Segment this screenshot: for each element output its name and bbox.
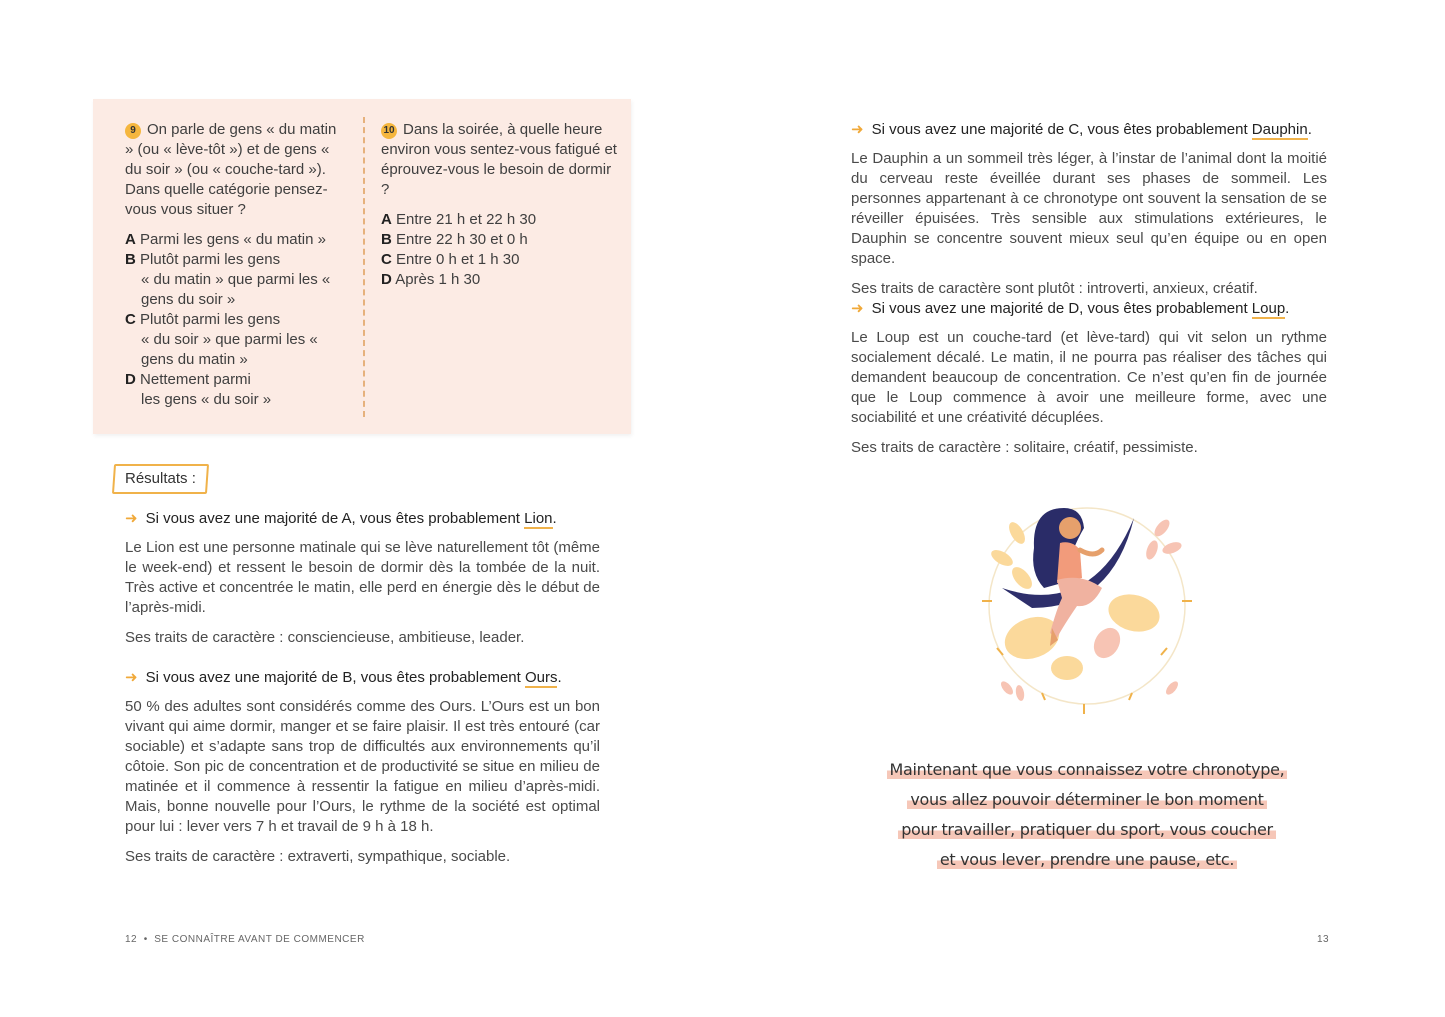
page-number: 13: [1317, 934, 1330, 945]
option-c: C Entre 0 h et 1 h 30: [381, 251, 520, 268]
result-traits: Ses traits de caractère : solitaire, créatif, pessimiste.: [851, 439, 1198, 456]
dashed-divider: [363, 117, 365, 417]
arrow-right-icon: ➜: [851, 121, 864, 138]
result-traits: Ses traits de caractère : consciencieuse, ambitieuse, leader.: [125, 629, 525, 646]
option-b: B Entre 22 h 30 et 0 h: [381, 231, 528, 248]
section-title: SE CONNAÎTRE AVANT DE COMMENCER: [154, 934, 365, 945]
footer-right: [1317, 934, 1329, 945]
left-page: [0, 0, 722, 1017]
question-10: [381, 120, 621, 290]
arrow-right-icon: ➜: [125, 510, 138, 527]
result-traits: Ses traits de caractère : extraverti, sympathique, sociable.: [125, 848, 511, 865]
result-body: Le Lion est une personne matinale qui se lève naturellement tôt (même le week-end) et ressent le besoin de dormir dès la tombée de la nuit. Très active et concentrée le matin, elle perd en énergie dès le début de l’après-midi.: [125, 539, 600, 616]
results-label: Résultats :: [112, 464, 209, 494]
result-heading: ➜ Si vous avez une majorité de A, vous êtes probablement Lion.: [125, 510, 557, 527]
arrow-right-icon: ➜: [125, 669, 138, 686]
result-ours: [125, 668, 600, 877]
option-d: D Nettement parmi les gens « du soir »: [125, 371, 272, 408]
result-heading: ➜ Si vous avez une majorité de B, vous êtes probablement Ours.: [125, 669, 562, 686]
result-dauphin: [851, 120, 1327, 309]
right-page: [722, 0, 1445, 1017]
result-heading: ➜ Si vous avez une majorité de D, vous êtes probablement Loup.: [851, 300, 1290, 317]
arrow-right-icon: ➜: [851, 300, 864, 317]
result-lion: [125, 509, 600, 658]
question-9: [125, 120, 340, 410]
result-traits: Ses traits de caractère sont plutôt : introverti, anxieux, créatif.: [851, 280, 1258, 297]
option-a: A Entre 21 h et 22 h 30: [381, 211, 537, 228]
result-heading: ➜ Si vous avez une majorité de C, vous êtes probablement Dauphin.: [851, 121, 1312, 138]
quiz-box: [93, 99, 631, 434]
option-c: C Plutôt parmi les gens « du soir » que parmi les « gens du matin »: [125, 311, 318, 368]
footer-left: 12 • SE CONNAÎTRE AVANT DE COMMENCER: [125, 934, 365, 945]
page-number: 12: [125, 934, 138, 945]
option-a: A Parmi les gens « du matin »: [125, 231, 326, 248]
result-loup: [851, 299, 1327, 468]
highlighted-quote: Maintenant que vous connaissez votre chronotype, vous allez pouvoir déterminer le bon moment pour travailler, pratiquer du sport, vous coucher et vous lever, prendre une pause, etc.: [882, 755, 1292, 875]
woman-on-moon-illustration: [972, 488, 1202, 718]
question-text: On parle de gens « du matin » (ou « lève-tôt ») et de gens « du soir » (ou « couche-tard »). Dans quelle catégorie pensez-vous vous situer ?: [125, 121, 337, 218]
option-d: D Après 1 h 30: [381, 271, 481, 288]
question-text: Dans la soirée, à quelle heure environ vous sentez-vous fatigué et éprouvez-vous le besoin de dormir ?: [381, 121, 617, 198]
result-body: 50 % des adultes sont considérés comme des Ours. L’Ours est un bon vivant qui aime dormir, manger et se faire plaisir. Il est très entouré (car sociable) et s’adapte sans trop de difficultés aux environnements qu’il côtoie. Son pic de concentration et de productivité se situe en milieu de matinée et il commence à ressentir la fatigue en milieu d’après-midi. Mais, bonne nouvelle pour l’Ours, le rythme de la société est optimal pour lui : lever vers 7 h et travail de 9 h à 18 h.: [125, 698, 600, 835]
option-b: B Plutôt parmi les gens « du matin » que parmi les « gens du soir »: [125, 251, 331, 308]
result-body: Le Loup est un couche-tard (et lève-tard) qui vit selon un rythme socialement décalé. Le matin, il ne pourra pas réaliser des tâches qui demandent beaucoup de concentration. Ce n’est qu’en fin de journée que le Loup commence à avoir une meilleure forme, avec une sociabilité et une créativité décuplées.: [851, 329, 1327, 426]
question-number-badge: 10: [381, 123, 397, 139]
question-number-badge: 9: [125, 123, 141, 139]
result-body: Le Dauphin a un sommeil très léger, à l’instar de l’animal dont la moitié du cerveau reste éveillée durant ses phases de sommeil. Les personnes appartenant à ce chronotype ont souvent la sensation de se réveiller épuisées. Très sensible aux stimulations extérieures, le Dauphin se concentre souvent mieux seul qu’en équipe ou en open space.: [851, 150, 1327, 267]
